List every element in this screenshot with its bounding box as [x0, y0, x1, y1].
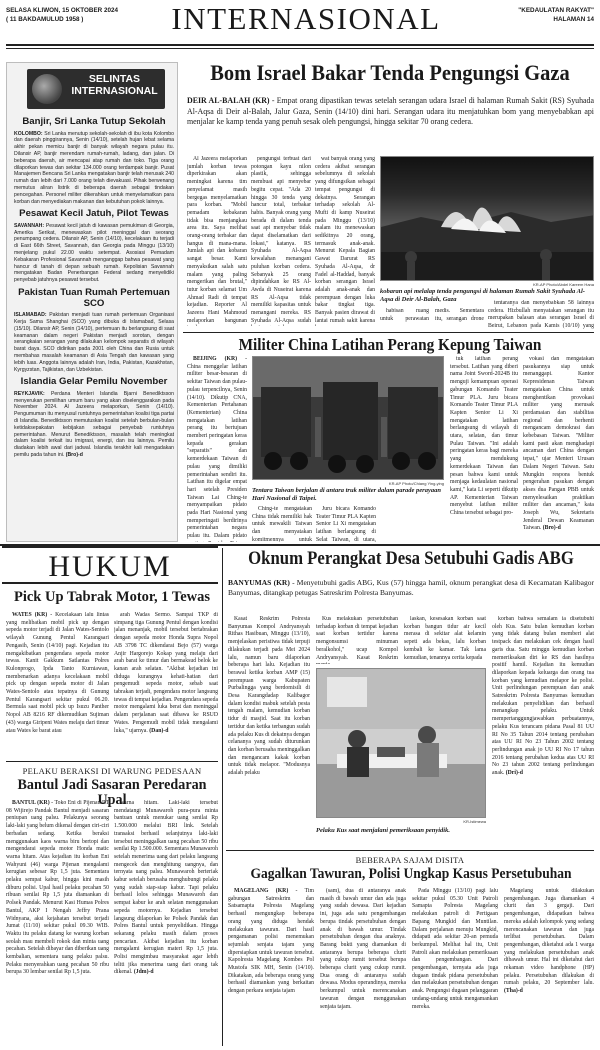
- upal-col-1: BANTUL (KR) - Toko Eni di Pijenan RT 08 Wijirejo Pandak Bantul menjadi sasaran peniupan uang palsu. Pelakunya seorang laki-laki yang belum dikenal dengan ciri-ciri berbadan sedang. Ketika beraksi menggunakan kaos warna biru bertopi dan mengendarai sepeda motor Honda matic warna hitam. Atas kejadian itu korban Eni Wahyuni (46) warga Pijenan mengalami kerugian sebesar Rp 1,5 juta. Sementara pelaku sempat kabur, hingga kini masih diburu polisi. Upal hasil pelaku pecahan 50 ribuan senilai Rp 1,5 juta diamankan di Polsek Pandak. Menurut Kasi Humas Polres Bantul, AKP I Nengah Jeffry Prana Widnyana, aksi kejahatan tersebut terjadi Jumat (11/10) sekitar pukul 09.30 WIB. Waktu itu pelaku datang ke warung korban seolah mau membeli rokok dan minta uang pecahan. Setelah dibayar dan diberikan uang kembalian, sementara uang pelaku palsu. Pelaku menyerahkan uang pecahan 50 ribu berupa 30 lembar senilai Rp 1,5 juta.: [6, 800, 109, 976]
- china-col-1: BEIJING (KR) - China menggelar latihan militer besar-besaran di sekitar Taiwan dan pulau-pulau terpencilnya, Senin (14/10). Dikutip CNA, Kementerian Pertahanan (Kementerian) China mengatakan latihan perang itu bertujuan memberi peringatan keras kepada gerakan "separatis" dan kemerdekaan Taiwan di pulau yang dimiliki pemerintahan sendiri itu. Latihan itu digelar empat hari setelah Presiden Taiwan Lai Ching-te menyampaikan pidato pada Hari Nasional yang memperingati berdirinya pemerintahan negara pulau itu. Dalam pidato: [187, 356, 247, 540]
- gaza-headline: Bom Israel Bakar Tenda Pengungsi Gaza: [210, 60, 570, 85]
- sidebar-headline: Islandia Gelar Pemilu November: [20, 376, 168, 388]
- abg-photo-credit: KR-Istimewa: [463, 819, 486, 824]
- china-col-4: tuk latihan perang tersebut. Latihan yang diberi nama Joint Sword-2024B itu menguji kemampuan operasi gabungan Komando Teater Timur PLA. Juru bicara Komando Teater Timur PLA Kapten Senior Li Xi mengatakan latihan berlangsung di wilayah di utara, selatan, dan timur Pulau Taiwan. "Ini adalah peringatan keras bagi mereka yang mendukung kemerdekaan Taiwan dan pesan bahwa kami untuk menjaga kedaulatan nasional kami," kata Li seperti dikutip AP. Kementerian Taiwan menyebut latihan militer China tersebut sebagai pro-: [450, 356, 518, 517]
- divider: [183, 332, 594, 333]
- gaza-lead: DEIR AL-BALAH (KR) - Empat orang dipastikan tewas setelah serangan udara Israel di halaman Rumah Sakit (RS) Syuhada Al-Aqsa di Deir al-Balah, Jalur Gaza, Senin (14/10) dini hari. Serangan udara itu menjatuhkan bom yang menyebabkan api menjalar ke kamp tenda yang penuh sesak oleh pengungsi, hingga sekitar 70 orang cedera.: [187, 96, 594, 127]
- military-trucks-image: [253, 357, 444, 480]
- motor-headline: Pick Up Tabrak Motor, 1 Tewas: [13, 589, 211, 605]
- interrogation-room-image: [317, 669, 486, 818]
- tawuran-col-4: Magelang untuk dilakukan pengembangan. Juga diamankan 4 clurit dan 3 gergaji. Dari pengembangan, didapatkan bahwa mereka adalah kelompok yang sedang merencanakan tawuran dan juga terlibat persetubuhan. Dalam pengembangan, diketahui ada 1 warga yang melakukan persetubuhan anak dibawah umur. Hal ini diketahui dari rekaman video handphone (HP) pelaku. Persetubuhan dilakukan di rumah pelaku, 20 September lalu. (Tha)-d: [504, 888, 594, 995]
- sidebar-text: REYKJAVIK: Perdana Menteri Islandia Bjarni Benediktsson menyerukan pemilihan umum baru yang akan diselenggarakan pada November 2024. Al Jazeera melaporkan, Senin (14/10). Pengumuman itu menyusul runtuhnya pemerintahan koalisi tiga partai di Islandia. Benediktsson memutuskan koalisi setelah berbulan-bulan ketidaksepakatan kebijakan sebagai penyebab runtuhnya pemerintahan. Menurut Benediktsson, masalah telah meningkat dalam koalisi terkait isu imigrasi, energi, dan isu lainnya. Pemilu diadakan lebih awal dari jadwal. Islandia terakhir kali mengadakan pemilu pada tahun ini. (Bro)-d: [14, 390, 174, 459]
- selintas-logo: [27, 69, 165, 109]
- motor-col-1: WATES (KR) - Kecelakaan lalu lintas yang melibatkan mobil pick up dengan sepeda motor terjadi di Jalan Wates-Sentolo wilayah Gunung Pentul Karangsari Pengasih, Senin (14/10) pagi. Kejadian itu mengakibatkan pengendara sepeda motor tewas. Kanit Gakkum Satlantas Polres Kulonprogo, Ipda Tanto Kurniawan, membenarkan adanya kecelakaan mobil pick up dengan sepeda motor di Jalan Wates-Sentolo atau tepatnya di Gunung Pentul Karangsari sekitar pukul 06.20. Bermula saat mobil pick up Isuzu Panther Nopol AB 8216 RF dikemudikan Sujiman (43) warga Giripeni Wates melaju dari timur atau Wates ke barat atau: [6, 612, 109, 734]
- china-photo-credit: KR-AP Photo/Chiang Ying-ying: [388, 481, 444, 486]
- hukum-label: HUKUM: [48, 550, 172, 583]
- china-caption: Tentara Taiwan berjalan di antara truk militer dalam parade perayaan Hari Nasional di Taipei.: [252, 487, 441, 503]
- china-col-5: vokasi dan mengatakan pasukannya siap untuk menanggapi. Kantor Kepresidenan Taiwan mengatakan China untuk menghentikan provokasi militer yang merusak perdamaian dan stabilitas regional dan berhenti mengancam demokrasi dan kebebasan Taiwan. "Militer kami pasti akan menghadapi ancaman dari China dengan tepat," ujar Menteri Urusan Dalam Negeri Taiwan. Satu Mungkin respons bentuk pengerahan pasukan dengan akses dua Pangan PBB untuk menyelesaikan praktikan militer dan ancaman," kata Joseph Wu, Sekretaris Jenderal Dewan Keamanan Taiwan. (Bro)-d: [523, 356, 594, 532]
- abg-col-1: Kasat Reskrim Polresta Banyumas Kompol Andryansyah Rithas Hasibuan, Minggu (13/10), menjelaskan peristiwa tidak terpuji dilakukan terjadi pada Mei 2024 lalu, namun baru dilaporkan beberapa hari lalu. Kejadian itu berawal ketika korban AMP (15) perempuan warga Kabupaten Purbalingga yang berdomisili di Desa Karangdadap Kalibagor dalam kondisi mabuk setelah pesta tengah malam, kemudian korban tidur di masjid. Saat itu korban tertidur dan ketika terbangun sudah ada pelaku Kus di dekatnya dengan celananya yang sudah diturunkan dan korban berusaha meninggalkan dan mengancam kakak korban untuk tidak melapor. "Modusnya adalah pelaku: [228, 616, 310, 777]
- abg-col-4: korban bahwa semalam ia disetubuhi oleh Kus. Satu bulan kemudian korban yang tidak datang bulan memberi alat testpack dan melakukan cek dengan hasil garis dua. Satu minggu kemudian korban memeriksakan diri ke RS dan hasilnya positif hamil. Kejadian itu kemudian dilaporkan kepada keluarga dan orang tua korban yang kemudian melapor ke polisi. Unit perlindungan perempuan dan anak Satreskrim Polresta Banyumas kemudian melakukan penyelidikan dan berhasil menangkap pelaku. Untuk mempertanggungjawabkan perbuatannya, pelaku Kus terancam pidana Pasal 81 UU RI No 35 Tahun 2014 tentang perubahan atas UU RI No 23 Tahun 2002 tentang perlindungan anak jo UU RI No 17 tahun 2016 tentang perubahan kedua atas UU RI No 23 tahun 2002 tentang perlindungan anak. (Dri)-d: [492, 616, 594, 777]
- sidebar-text: KOLOMBO: Sri Lanka menutup sekolah-sekolah di ibu kota Kolombo dan daerah pinggirannya, Senin (14/10), setelah hujan lebat selama akhir pekan memicu banjir di banyak wilayah negara pulau itu. Dilansir AP, banjir merendam rumah-rumah, ladang, dan jalan. Di beberapa daerah, air mencapai atap rumah dan toko. Tiga orang dilaporkan tewas dan sekitar 134.000 orang terdampak banjir. Pusat Manajemen Bencana Sri Lanka mengatakan banjir telah merusak 240 rumah dan lebih dari 7.000 orang telah dievakuasi. Pihak berwenang memutus aliran listrik di beberapa daerah sebagai tindakan pencegahan. Personel militer dikerahkan untuk menyelamatkan para korban dan menyediakan makanan dan kebutuhan pokok lainnya.: [14, 130, 174, 205]
- masthead-rule-thin: [6, 48, 594, 49]
- china-col-3: Juru bicara Komando Teater Timur PLA Kapten Senior Li Xi mengatakan latihan berlangsung di Selat Taiwan, di utara,: [316, 506, 376, 542]
- hukum-banner: [2, 546, 218, 584]
- date-line: SELASA KLIWON, 15 OKTOBER 2024: [6, 7, 118, 14]
- china-col-2: Ching-te mengatakan China tidak memiliki hak untuk mewakili Taiwan dan menyatakan komitmennya untuk: [252, 506, 312, 542]
- gaza-col-3: wat banyak orang yang cedera akibat serangan sebelumnya di sekolah yang difungsikan sebagai tempat pengungsi di dekatnya. Serangan terhadap sekolah Al-Mufti di kamp Nuseirat pada Minggu (13/10) malam itu menewaskan sedikitnya 20 orang, termasuk anak-anak. Menurut Kepala Bagian Gawat Darurat RS Syuhada Al-Aqsa, dr Fadel al-Haddad, banyak korban serangan Israel adalah anak-anak dan perempuan dengan luka bakar tingkat tiga. Banyak pasien dirawat di lantai rumah sakit karena: [315, 156, 375, 324]
- abg-col-3: laskan, kesesakan korban saat korban bangun tidur air kecil merasa di sekitar alat kelamin sepeti ada bekas, lalu korban kembali ke kamar. Tak lama kemudian, tenannya cerita kepada: [404, 616, 486, 661]
- page-label: HALAMAN 14: [553, 16, 594, 24]
- gaza-photo-credit: KR-AP Photo/Abdel Kareem Hana: [533, 282, 594, 287]
- column-divider: [222, 548, 223, 1046]
- masthead-date: [6, 6, 146, 24]
- masthead-paper: [470, 6, 594, 24]
- tawuran-col-2: (sam), dua di antaranya anak masih di bawah umur dan ada juga yang sudah dewasa. Dari kejadian ini, juga ada satu pengembangan berupa tindak persetubuhan dengan anak di bawah umur. Tindak persetubuhan dengan dua anaknya. Barang bukti yang diamankan di antaranya berupa beberapa clurit yang cukup rumit tersebut berupa beberapa clurit yang cukup rumit. Dua orang di antaranya sudah dewasa. Modus operandinya, mereka berkumpul untuk merencanakan tawuran dengan menggunakan senjata tajam.: [320, 888, 406, 1010]
- gaza-col-2: pengungsi terbuat dari potongan kayu nilon plastik, sehingga membuat api menyebar begitu cepat. "Ada 20 hingga 30 tenda yang hancur total, terbakar habis. Banyak orang yang berada di dalam tenda saat api menyebar tidak dapat diselamatkan dari lokasi," katanya. RS Syuhada Al-Aqsa kewalahan menangani puluhan korban cedera. Sebanyak 25 orang dipindahkan ke RS Al-Awda di Nuseirat karena RS Al-Aqsa tidak memiliki kapasitas untuk menangani mereka. RS Syuhada Al-Aqsa sudah: [251, 156, 311, 324]
- divider: [6, 761, 218, 762]
- hijri-line: ( 11 BAKDAMULUD 1958 ): [6, 16, 84, 24]
- china-headline: Militer China Latihan Perang Kepung Taiwan: [238, 335, 542, 354]
- selintas-logo-text: SELINTAS INTERNASIONAL: [71, 73, 158, 97]
- tawuran-col-3: Pada Minggu (13/10) pagi lalu sekitar pukul 05.30 Unit Patroli Samapta Polresta Magelang melakukan patroli di Pertigaan Bapang Mungkid dan Muntilan. Dalam perjalanan menuju Mungkid, didapati ada sekitar 20-an pemuda berkumpul. Melihat hal itu, Unit Patroli akan melakukan pemeriksaan dan pengembangan. Dari pengembangan, ternyata ada juga dugaan tindak pidana persetubuhan dan melakukan persetubuhan dengan anak. Pengungsi dugaan pelanggaran undang-undang untuk mengamankan mereka.: [412, 888, 498, 1010]
- section-title: INTERNASIONAL: [171, 1, 441, 36]
- abg-lead: BANYUMAS (KR) - Menyetubuhi gadis ABG, Kus (57) hingga hamil, oknum perangkat desa di Kecamatan Kalibagor Banyumas, ditangkap petugas Satreskrim Polresta Banyumas.: [228, 578, 594, 598]
- abg-caption: Pelaku Kus saat menjalani pemeriksaan penyidik.: [316, 827, 450, 834]
- tawuran-col-1: MAGELANG (KR) - Tim gabungan Satreskrim dan Satsamapta Polresta Magelang berhasil mengungkap beberapa orang yang diduga hendak melakukan tawuran. Dari hasil pengamanan polisi menemukan sejumlah senjata tajam yang dipersiapkan untuk tawuran tersebut. Kapolresta Magelang Kombes Pol Mustofa SIK MH, Senin (14/10). Dikatakan, ada beberapa orang yang berhasil diamankan yang berkaitan dengan perkara senjata tajam: [228, 888, 314, 995]
- china-photo: [252, 356, 444, 480]
- paper-name: "KEDAULATAN RAKYAT": [518, 7, 594, 14]
- selintas-sidebar: [6, 62, 178, 542]
- upal-col-2: warna hitam. Laki-laki tersebut mendatangi Munawaroh pura-pura minta bantuan untuk menukar uang senilai Rp 1.500.000 melalui BRI link. Setelah transaksi berhasil selanjutnya laki-laki tersebut meninggalkan uang pecahan 50 ribu senilai Rp 1.500.000. Sementara Munawaroh setelah menerima uang dari pelaku langsung mengecek dan menghitung uangnya, dan ternyata uang palsu. Munawaroh berteriak kabur setelah berusaha menghubungi pelaku yang sudah siap-siap kabur. Tapi pelaku berhasil lolos sehingga Munawaroh dan sempat kabur ke arah selatan menggunakan sepeda motornya. Kejadian tersebut langsung dilaporkan ke Polsek Pandak dan Polres Bantul untuk penyelidikan. Hingga sekarang pelaku masih dalam proses pencarian. Akibat kejadian itu korban mengalami kerugian materi Rp 1,5 juta. Polisi mengimbau masyarakat agar lebih teliti jika menerima uang dari orang tak dikenal. (Jdm)-d: [114, 800, 218, 976]
- upal-headline: Bantul Jadi Sasaran Peredaran Upal: [17, 777, 207, 808]
- abg-photo: [316, 668, 486, 818]
- sidebar-headline: Banjir, Sri Lanka Tutup Sekolah: [22, 116, 166, 127]
- motor-col-2: arah Wadas Sermo. Sampai TKP di simpang tiga Gunung Pentul dengan kondisi jalan menanjak, mobil tersebut bertabrakan dengan sepeda motor Honda Supra Nopol AB 3798 TC dikendarai Bejo (57) warga Anjir Hargorejo Kokap yang melaju dari arah barat ke timur dan bermaksud belok ke kanan arah selatan. "Akibat kejadian ini diduga kurangnya kehati-hatian dari pengemudi sepeda motor, sebab saat tabrakan terjadi, pengendara motor langsung tewas di tempat kejadian. Pengendara sepeda motor mengalami luka berat dan meninggal dalam perjalanan saat dibawa ke RSUD Wates. Pengemudi mobil tidak mengalami luka," ujarnya. (Dan)-d: [114, 612, 218, 734]
- gaza-photo: [380, 156, 594, 281]
- divider: [226, 850, 594, 851]
- abg-headline: Oknum Perangkat Desa Setubuhi Gadis ABG: [248, 548, 574, 569]
- gaza-col-1: Al Jazeera melaporkan jumlah korban tewas diperkirakan akan meningkat karena tim penyelamat masih bergegas menyelamatkan para korban. "Mobil pemadam kebakaran tidak bisa menjangkau area itu. Saya melihat orang-orang terbakar dan hangus di mana-mana. Jumlah api dan kobaran sangat besar. Kami menyaksikan salah satu malam yang paling mengerikan dan brutal," tutur korban selamat Um Ahmad Radi di tempat kejadian. Reporter Al Jazeera Hani Mahmoud melaporkan bangunan: [187, 156, 247, 324]
- sidebar-headline: Pesawat Kecil Jatuh, Pilot Tewas: [19, 208, 169, 220]
- selintas-items: [14, 115, 174, 463]
- gaza-col-5: tentaranya dan menyebabkan 58 lainnya cedera. Hizbullah menyatakan serangan itu merupakan balasan atas serangan Israel di Beirut, Lebanon pada Kamis (10/10) yang: [488, 300, 594, 330]
- abg-col-2: Kus melakukan persetubuhan terhadap korban di tempat kejadian saat korban tertidur karena mengonsumsi minuman beralkohol," ucap Kompol Andryansyah. Kasat Reskrim: [316, 616, 398, 661]
- gaza-caption: kobaran api melalap tenda pengungsi di halaman Rumah Sakit Syuhada Al-Aqsa di Deir Al-Balah, Gaza: [380, 288, 585, 304]
- fire-scene-image: [381, 157, 594, 281]
- upal-kicker: PELAKU BERAKSI DI WARUNG PEDESAAN: [22, 766, 202, 776]
- gaza-col-4: habisan ruang untuk perawatan medis. Sementara itu, serangan drone: [380, 308, 484, 322]
- masthead-rule: [6, 44, 594, 46]
- sidebar-headline: Pakistan Tuan Rumah Pertemuan SCO: [18, 287, 170, 309]
- globe-icon: [32, 74, 62, 104]
- tawuran-kicker: BEBERAPA SAJAM DISITA: [355, 855, 465, 865]
- sidebar-text: ISLAMABAD: Pakistan menjadi tuan rumah pertemuan Organisasi Kerja Sama Shanghai (SCO) yang dibuka di Islamabad, Selasa (15/10). Dilansir AP, Senin (14/10), pertemuan itu berlangsung di saat keamanan dalam negeri Pakistan menjadi sorotan, dengan serangkaian serangan yang dilakukan kelompok separatis di wilayah barat daya. SCO didirikan pada 2001 oleh China dan Rusia untuk membahas masalah keamanan di Asia Tengah dan kawasan yang lebih luas. Anggota lainnya adalah Iran, India, Pakistan, Kazakhstan, Kyrgyzstan, Tajikistan, dan Uzbekistan.: [14, 312, 174, 373]
- sidebar-text: SAVANNAH: Pesawat kecil jatuh di kawasan pemukiman di Georgia, Amerika Serikat, menewaskan pilot meninggal dan seorang penumpang cedera. Dilansir AP, Senin (14/10), kecelakaan itu terjadi di East 66th Street, Savannah, dan Georgia pada Minggu (13/10) menjelang pukul 22.00 waktu setempat. Asosiasi Pemadam Kebakaran Profesional Savannah menganggap bahwa pesawat yang hancur di tanah di depan sebuah rumah. Kepolisian Savannah mengatakan Badan Penerbangan Federal sedang menyelidiki penyebab jatuhnya pesawat tersebut.: [14, 222, 174, 284]
- tawuran-headline: Gagalkan Tawuran, Polisi Ungkap Kasus Persetubuhan: [250, 866, 572, 882]
